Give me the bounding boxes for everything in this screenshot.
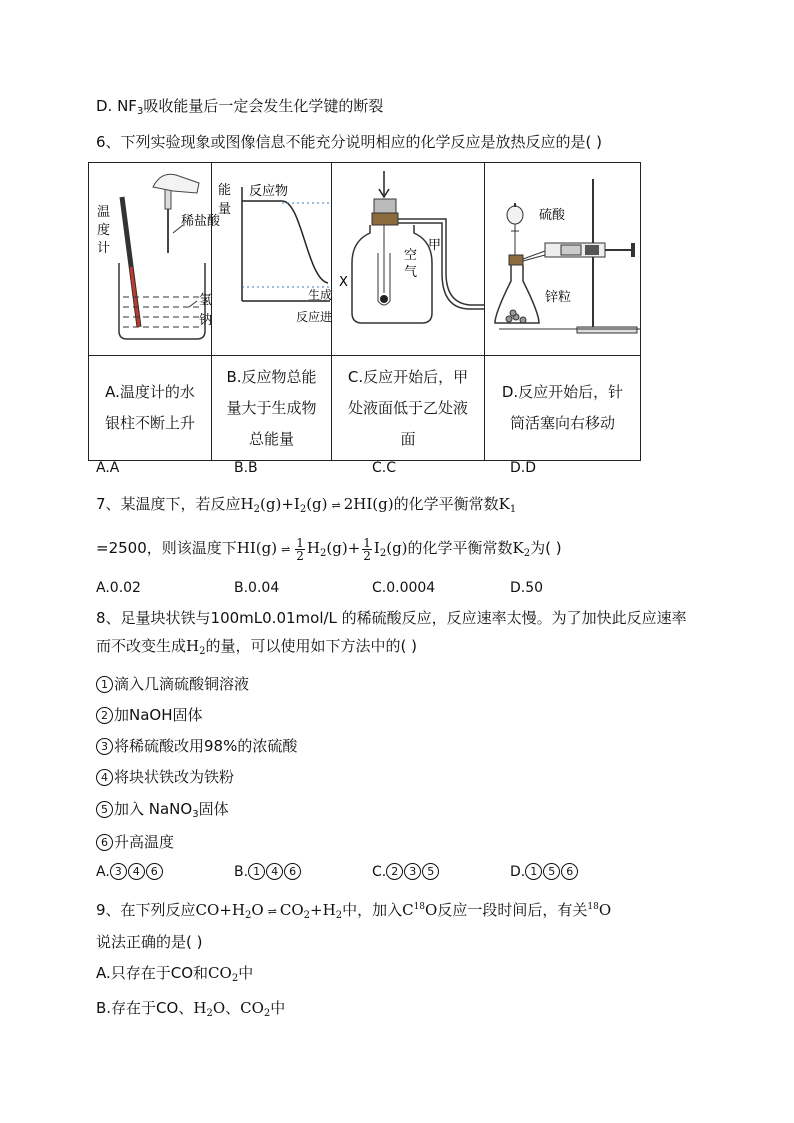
label-temp-3: 计	[97, 241, 111, 256]
q8-option-c: C. 2 3 5	[372, 863, 440, 881]
syringe-flask-diagram	[485, 163, 640, 351]
caption-c: C.反应开始后，甲 处液面低于乙处液 面	[332, 356, 485, 461]
q8-method-5: 5 加入 NaNO$_3$固体	[96, 799, 229, 825]
caption-b: B.反应物总能 量大于生成物 总能量	[212, 356, 332, 461]
q7-line-1: 7、某温度下，若反应$H_2(g)+I_2(g)$ ⇌ 2HI(g)的化学平衡常数$K_1$	[96, 495, 517, 515]
label-sulfuric-acid: 硫酸	[539, 208, 566, 223]
q5-option-d: D. $NF_3$吸收能量后一定会发生化学键的断裂	[96, 97, 384, 117]
q8-option-d: D. 1 5 6	[510, 863, 579, 881]
q8-method-1: 1 滴入几滴硫酸铜溶液	[96, 674, 249, 694]
q6-option-b: B.B	[234, 460, 258, 476]
thermometer-beaker-diagram	[89, 163, 221, 351]
label-x: X	[339, 275, 348, 290]
q7-option-b: B.0.04	[234, 580, 280, 596]
panel-d-figure	[485, 163, 641, 356]
q7-line-2: =2500，则该温度下HI(g) ⇌ $\frac{1}{2}$ $H_2(g)+$ $\frac{1}{2}$ $I_2(g)$的化学平衡常数$K_2$为( )	[96, 535, 562, 563]
q8-method-2: 2 加NaOH固体	[96, 705, 203, 725]
caption-d: D.反应开始后，针 筒活塞向右移动	[485, 356, 641, 461]
q6-stem: 6、下列实验现象或图像信息不能充分说明相应的化学反应是放热反应的是( )	[96, 133, 603, 151]
reactant-label: 反应物	[249, 184, 289, 199]
q8-option-a: A. 3 4 6	[96, 863, 164, 881]
ylabel-1: 能	[218, 183, 232, 198]
q9-option-b: B.存在于CO、$H_2O$、$CO_2$中	[96, 999, 286, 1019]
flask-manometer-diagram	[332, 163, 484, 351]
q6-experiment-table	[88, 162, 641, 461]
q9-line-1: 9、在下列反应$CO+H_2O$ ⇌ $CO_2+H_2$中，加入$C^{18}O$反应一段时间后，有关$^{18}$O	[96, 901, 612, 921]
label-jia: 甲	[428, 238, 442, 253]
q8-method-3: 3 将稀硫酸改用98%的浓硫酸	[96, 736, 297, 756]
q7-option-a: A.0.02	[96, 580, 141, 596]
label-temp-1: 温	[97, 205, 111, 220]
xlabel: 反应进	[296, 310, 333, 324]
ylabel-2: 量	[218, 202, 232, 217]
q8-method-4: 4 将块状铁改为铁粉	[96, 767, 234, 787]
q9-line-2: 说法正确的是( )	[96, 933, 203, 951]
q7-reaction-2: HI(g) ⇌ $\frac{1}{2}$ $H_2(g)+$ $\frac{1}{2}$ $I_2(g)$	[236, 535, 408, 563]
q9-option-a: A.只存在于CO和$CO_2$中	[96, 964, 254, 984]
q6-option-a: A.A	[96, 460, 120, 476]
caption-a: A.温度计的水 银柱不断上升	[89, 356, 212, 461]
product-label: 生成	[308, 288, 333, 302]
label-dilute-hcl: 稀盐酸	[181, 214, 221, 229]
label-naoh-2: 钠	[199, 313, 213, 328]
panel-b-figure	[212, 163, 332, 356]
panel-c-figure	[332, 163, 485, 356]
q8-line-1: 8、足量块状铁与100mL0.01mol/L 的稀硫酸反应，反应速率太慢。为了加快此反应速率	[96, 609, 687, 627]
label-air-1: 空	[404, 248, 418, 263]
label-naoh-1: 氢	[199, 293, 213, 308]
q6-option-c: C.C	[372, 460, 397, 476]
q6-option-d: D.D	[510, 460, 537, 476]
panel-a-figure	[89, 163, 221, 356]
q7-reaction-1: $H_2(g)+I_2(g)$ ⇌ 2HI(g)	[240, 495, 394, 515]
q7-option-c: C.0.0004	[372, 580, 436, 596]
q8-line-2: 而不改变生成$H_2$的量，可以使用如下方法中的( )	[96, 637, 417, 657]
energy-diagram	[212, 163, 331, 351]
label-zinc: 锌粒	[545, 290, 572, 305]
q9-reaction: $CO+H_2O$ ⇌ $CO_2+H_2$	[195, 901, 343, 921]
label-temp-2: 度	[97, 223, 111, 238]
q8-method-6: 6 升高温度	[96, 832, 174, 852]
q7-option-d: D.50	[510, 580, 544, 596]
q8-option-b: B. 1 4 6	[234, 863, 302, 881]
label-air-2: 气	[404, 265, 418, 280]
